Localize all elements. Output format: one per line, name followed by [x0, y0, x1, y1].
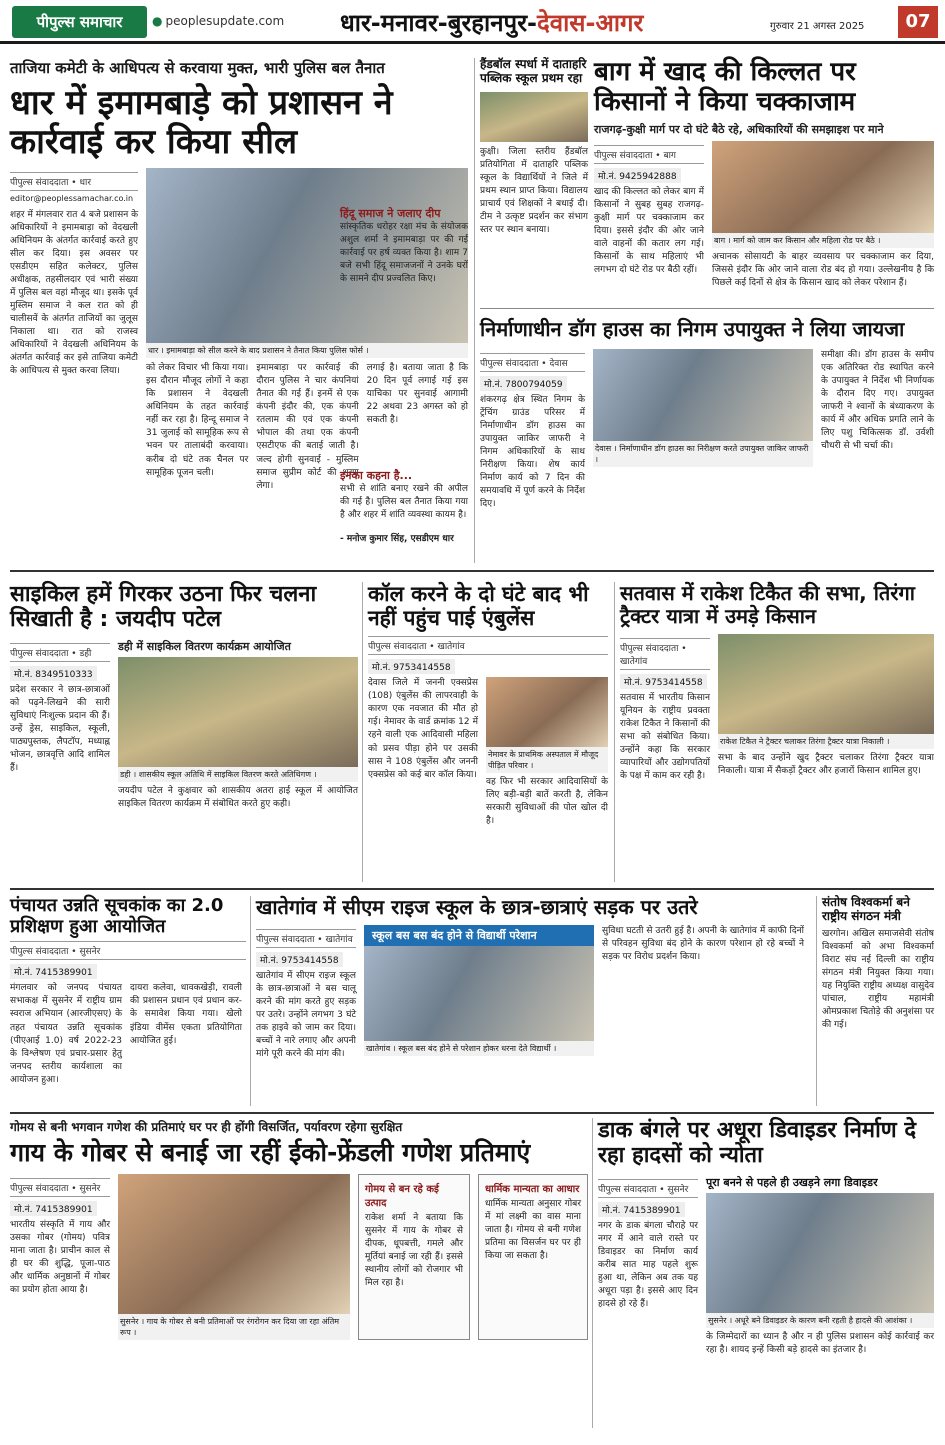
website-label: [152, 14, 284, 28]
cmrise-body-2: सुविधा घटती से उतरी हुई है। अपनी के खातेगांव में काफी दिनों से परिवहन सुविधा बंद होने के कारण परेशान हो रहे बच्चों ने सड़क पर विरोध प्रदर्शन किया।: [602, 926, 804, 963]
ambulance-mobile: मो.नं. 9753414558: [368, 659, 455, 674]
divider-byline: पीपुल्स संवाददाता • सुसनेर: [598, 1179, 698, 1198]
farmers-headline: बाग में खाद की किल्लत पर किसानों ने किया चक्काजाम: [594, 57, 856, 117]
farmers-mobile: मो.नं. 9425942888: [594, 168, 681, 183]
handball-body: कुक्षी। जिला स्तरीय हैंडबॉल प्रतियोगिता में दाताहरि पब्लिक स्कूल के विद्यार्थियों ने जिले में प्रथम स्थान प्राप्त किया। विद्यालय प्राचार्य एवं शिक्षकों ने बधाई दी। टीम ने उत्कृष्ट प्रदर्शन कर संभाग स्तर पर स्थान बनाया।: [480, 146, 588, 235]
cmrise-body: खातेगांव में सीएम राइज स्कूल के छात्र-छात्राओं ने बस चालू करने की मांग करते हुए सड़क पर उतरे। उन्होंने लगभग 3 घंटे तक हाइवे को जाम कर दिया। बच्चों ने नारे लगाए और अपनी मांगे पूरी करने की मांग की।: [256, 971, 356, 1060]
cmrise-photo-banner: स्कूल बस बस बंद होने से विद्यार्थी परेशान: [364, 925, 594, 946]
lead-byline: पीपुल्स संवाददाता • धार: [10, 172, 138, 191]
tikait-photo: [718, 634, 934, 734]
farmers-photo: [712, 141, 934, 233]
doghouse-body: शंकरगढ़ क्षेत्र स्थित निगम के ट्रेंचिंग ग्राउंड परिसर में निर्माणाधीन डॉग हाउस का उपायुक्त जाकिर जाफरी ने निगम अधिकारियों के साथ निरीक्षण किया। शेष कार्य निर्माण कार्य को 7 दिन की समयावधि में पूर्ण करने के निर्देश दिए।: [480, 395, 585, 510]
doghouse-article: [480, 318, 934, 563]
divider-body-2: के जिम्मेदारों का ध्यान है और न ही पुलिस प्रशासन कोई कार्रवाई कर रहा है। शायद इन्हें किसी बड़े हादसे का इंतजार है।: [706, 1331, 934, 1355]
tikait-byline: पीपुल्स संवाददाता • खातेगांव: [620, 638, 710, 670]
handball-headline: हैंडबॉल स्पर्धा में दाताहरि पब्लिक स्कूल प्रथम रहा: [480, 57, 587, 85]
column-divider: [816, 896, 817, 1106]
doghouse-mobile: मो.नं. 7800794059: [480, 376, 567, 391]
panchayat-headline: पंचायत उन्नति सूचकांक का 2.0 प्रशिक्षण हुआ आयोजित: [10, 895, 224, 937]
section-divider: [480, 308, 934, 309]
santosh-article: [822, 896, 934, 1106]
lead-body-1: शहर में मंगलवार रात 4 बजे प्रशासन के अधिकारियों ने इमामबाड़ा को वेदखली अधिनियम के अंतर्गत कार्रवाई करते हुए सील कर दिया। इस अवसर पर एसडीएम सहित कलेक्टर, पुलिस अधीक्षक, तहसीलदार एवं भारी संख्या में पुलिस बल वहां मौजूद था। इसके पूर्व मुस्लिम समाज ने कल रात को ही चालीसवें के अंतर्गत ताजियों का जुलूस निकाला था। रात को राजस्व अधिकारियों ने वेदखली अधिनियम के अंतर्गत कार्रवाई कर इसे ताजिया कमेटी के आधिपत्य से मुक्त करवा लिया।: [10, 209, 138, 377]
cycle-headline: साइकिल हमें गिरकर उठना फिर चलना सिखाती है : जयदीप पटेल: [10, 582, 317, 633]
cycle-byline: पीपुल्स संवाददाता • डही: [10, 643, 110, 662]
column-divider: [362, 582, 363, 882]
santosh-body: खरगोन। अखिल समाजसेवी संतोष विश्वकर्मा को अभा विश्वकर्मा विराट संघ नई दिल्ली का राष्ट्रीय संगठन मंत्री नियुक्त किया गया। यह नियुक्ति राष्ट्रीय अध्यक्ष वासुदेव पांचाल, राष्ट्रीय महामंत्री ओमप्रकाश चितोड़े की अनुशंसा पर की गई।: [822, 928, 934, 1030]
column-divider: [614, 582, 615, 882]
ganesh-box-belief-body: धार्मिक मान्यता अनुसार गोबर में मां लक्ष्मी का वास माना जाता है। गोमय से बनी गणेश प्रतिमा का विसर्जन घर पर ही किया जा सकता है।: [485, 1198, 581, 1261]
doghouse-photo-caption: देवास । निर्माणाधीन डॉग हाउस का निरीक्षण करते उपायुक्त जाकिर जाफरी ।: [593, 441, 813, 467]
ganesh-box-products-body: राकेश शर्मा ने बताया कि सुसनेर में गाय के गोबर से दीपक, धूपबत्ती, गमले और मूर्तियां बनाई जा रही हैं। इससे स्थानीय लोगों को रोजगार भी मिल रहा है।: [365, 1212, 463, 1288]
ganesh-mobile: मो.नं. 7415389901: [10, 1201, 97, 1216]
tikait-mobile: मो.नं. 9753414558: [620, 674, 707, 689]
cmrise-headline: खातेगांव में सीएम राइज स्कूल के छात्र-छात्राएं सड़क पर उतरे: [256, 895, 698, 919]
handball-photo: [480, 92, 588, 142]
cmrise-byline: पीपुल्स संवाददाता • खातेगांव: [256, 929, 356, 948]
ambulance-article: [368, 582, 608, 882]
lead-email: editor@peoplessamachar.co.in: [10, 194, 134, 204]
edition-highlight: देवास-आगर: [536, 9, 644, 37]
ganesh-photo: [118, 1174, 350, 1314]
ganesh-box-belief-title: धार्मिक मान्यता का आधार: [485, 1183, 580, 1195]
ganesh-box-belief: [478, 1174, 588, 1340]
tikait-photo-caption: राकेश टिकैत ने ट्रैक्टर चलाकर तिरंगा ट्रैक्टर यात्रा निकाली ।: [718, 734, 934, 749]
cycle-mobile: मो.नं. 8349510333: [10, 666, 97, 681]
cycle-body: प्रदेश सरकार ने छात्र-छात्राओं को पढ़ने-लिखने की सारी सुविधाएं निःशुल्क प्रदान की हैं। उन्हें ड्रेस, साइकिल, स्कूली, पाठ्यपुस्तक, लैपटॉप, मध्याह्न भोजन, छात्रवृत्ति आदि शामिल हैं।: [10, 684, 110, 773]
column-divider: [250, 896, 251, 1106]
ambulance-photo: [486, 677, 608, 747]
divider-body: नगर के डाक बंगला चौराहे पर नगर में आने वाले रास्ते पर डिवाइडर का निर्माण कार्य करीब सात माह पहले शुरू हुआ था, लेकिन अब तक यह अधूरा पड़ा है। इससे आए दिन हादसे हो रहे हैं।: [598, 1220, 698, 1309]
ambulance-body-2: वह फिर भी सरकार आदिवासियों के लिए बड़ी-बड़ी बातें करती है, लेकिन सरकारी सुविधाओं की पोल खोल दी है।: [486, 777, 608, 827]
tikait-body: सतवास में भारतीय किसान यूनियन के राष्ट्रीय प्रवक्ता राकेश टिकैत ने किसानों की सभा को संबोधित किया। उन्होंने कहा कि सरकार व्यापारियों और उद्योगपतियों के पक्ष में काम कर रही है।: [620, 693, 710, 782]
lead-quote-body: सभी से शांति बनाए रखने की अपील की गई है। पुलिस बल तैनात किया गया है और शहर में शांति व्यवस्था कायम है।: [340, 484, 468, 521]
edition-title: [340, 6, 643, 39]
tikait-article: [620, 582, 934, 882]
panchayat-body: मंगलवार को जनपद पंचायत सभाकक्ष में सुसनेर में राष्ट्रीय ग्राम स्वराज अभियान (आरजीएसए) के तहत पंचायत उन्नति सूचकांक (पीएआई 1.0) वर्ष 2022-23 के विश्लेषण एवं प्रचार-प्रसार हेतु जनपद स्तरीय कार्यशाला का आयोजन हुआ।: [10, 983, 122, 1085]
cmrise-photo: [364, 946, 594, 1041]
doghouse-byline: पीपुल्स संवाददाता • देवास: [480, 353, 585, 372]
doghouse-headline: निर्माणाधीन डॉग हाउस का निगम उपायुक्त ने लिया जायजा: [480, 317, 905, 341]
cmrise-article: [256, 896, 812, 1106]
farmers-byline: पीपुल्स संवाददाता • बाग: [594, 145, 704, 164]
lead-side-title: हिंदू समाज ने जलाए दीप: [340, 207, 441, 220]
lead-kicker: ताजिया कमेटी के आधिपत्य से करवाया मुक्त, भारी पुलिस बल तैनात: [10, 59, 385, 77]
cmrise-mobile: मो.नं. 9753414558: [256, 952, 343, 967]
tikait-body-2: सभा के बाद उन्होंने खुद ट्रैक्टर चलाकर तिरंगा ट्रैक्टर यात्रा निकाली। यात्रा में सैकड़ों ट्रैक्टर और हजारों किसान शामिल हुए।: [718, 753, 934, 777]
page-number: 07: [898, 6, 938, 38]
lead-article: [10, 58, 468, 563]
doghouse-body-2: समीक्षा की। डॉग हाउस के समीप एक अतिरिक्त रोड स्थापित करने के उपायुक्त ने निर्देश भी निर्णायक के दौरान दिए गए। उपायुक्त जाफरी ने श्वानों के बंध्याकरण के कार्य में और अधिक प्रगति लाने के लिए पशु चिकित्सक डॉ. उर्वशी चौधरी से भी चर्चा की।: [821, 350, 934, 452]
tikait-headline: सतवास में राकेश टिकैत की सभा, तिरंगा ट्रैक्टर यात्रा में उमड़े किसान: [620, 581, 915, 628]
panchayat-article: [10, 896, 246, 1106]
ganesh-box-products: [358, 1174, 470, 1340]
divider-headline: डाक बंगले पर अधूरा डिवाइडर निर्माण दे रहा हादसों को न्योता: [598, 1118, 917, 1169]
ganesh-article: [10, 1118, 588, 1428]
globe-icon: ●: [152, 14, 163, 28]
divider-photo-title: पूरा बनने से पहले ही उखड़ने लगा डिवाइडर: [706, 1175, 878, 1189]
lead-headline: धार में इमामबाड़े को प्रशासन ने कार्रवाई कर किया सील: [10, 83, 393, 163]
ganesh-box-products-title: गोमय से बन रहे कई उत्पाद: [365, 1183, 439, 1209]
farmers-subhead: राजगढ़-कुक्षी मार्ग पर दो घंटे बैठे रहे, अधिकारियों की समझाइश पर माने: [594, 122, 884, 136]
santosh-headline: संतोष विश्वकर्मा बने राष्ट्रीय संगठन मंत्री: [822, 895, 910, 923]
divider-article: [598, 1118, 934, 1428]
ganesh-body: भारतीय संस्कृति में गाय और उसका गोबर (गोमय) पवित्र माना जाता है। प्राचीन काल से ही घर की शुद्धि, पूजा-पाठ और धार्मिक अनुष्ठानों में गोबर का प्रयोग होता आया है।: [10, 1219, 110, 1295]
lead-quote-byline: - मनोज कुमार सिंह, एसडीएम धार: [340, 534, 454, 544]
ambulance-body: देवास जिले में जननी एक्सप्रेस (108) एंबुलेंस की लापरवाही के कारण एक नवजात की मौत हो गई। नेमावर के वार्ड क्रमांक 12 में रहने वाली एक आदिवासी महिला को प्रसव पीड़ा होने पर उसकी सास ने 108 एंबुलेंस और जननी एक्सप्रेस को कई बार कॉल किया।: [368, 678, 478, 780]
ganesh-headline: गाय के गोबर से बनाई जा रहीं ईको-फ्रेंडली गणेश प्रतिमाएं: [10, 1138, 531, 1167]
ganesh-byline: पीपुल्स संवाददाता • सुसनेर: [10, 1178, 110, 1197]
panchayat-body-2: दायरा कलेवा, धावकखेड़ी, रावली की प्रशासन प्रधान एवं प्रधान कर-के समावेश किया गया। खेलो इंडिया वीमेंस एकता प्रतियोगिता आयोजित हुई।: [130, 983, 242, 1046]
masthead: [0, 0, 945, 44]
lead-quote-title: इनका कहना है...: [340, 469, 413, 482]
ganesh-photo-caption: सुसनेर । गाय के गोबर से बनी प्रतिमाओं पर रंगरोगन कर दिया जा रहा अंतिम रूप ।: [118, 1314, 350, 1340]
farmers-body-2: अचानक सोसायटी के बाहर व्यवसाय पर चक्काजाम कर दिया, जिससे इंदौर कि ओर जाने वाला रोड बंद हो गया। उल्लेखनीय है कि पिछले कई दिनों से क्षेत्र के किसान खाद को लेकर परेशान हैं।: [712, 251, 934, 288]
ambulance-byline: पीपुल्स संवाददाता • खातेगांव: [368, 636, 608, 655]
edition-prefix: धार-मनावर-बुरहानपुर-: [340, 9, 537, 37]
divider-photo: [706, 1193, 934, 1313]
cycle-article: [10, 582, 358, 882]
dateline: गुरुवार 21 अगस्त 2025: [770, 21, 865, 32]
doghouse-photo: [593, 349, 813, 441]
ambulance-headline: कॉल करने के दो घंटे बाद भी नहीं पहुंच पाई एंबुलेंस: [368, 582, 589, 631]
cycle-photo: [118, 657, 358, 767]
section-divider: [10, 1112, 934, 1114]
brand-logo: पीपुल्स समाचार: [12, 6, 147, 38]
lead-body-3: इमामबाड़ा पर कार्रवाई की दौरान पुलिस ने चार कंपनियां तैनात की गई हैं। इनमें से एक कंपनी इंदौर की, एक कंपनी रतलाम की एवं एक कंपनी भोपाल की तथा एक कंपनी एसटीएफ की बताई जाती है। जल्द होगी सुनवाई - मुस्लिम समाज सुप्रीम कोर्ट की शरण लेगा।: [256, 363, 359, 491]
cycle-body-2: जयदीप पटेल ने कुक्षवार को शासकीय अतरा हाई स्कूल में आयोजित साइकिल वितरण कार्यक्रम में संबोधित करते हुए कही।: [118, 785, 358, 809]
farmers-article: [594, 58, 934, 303]
farmers-body: खाद की किल्लत को लेकर बाग में किसानों ने सुबह सुबह राजगढ़-कुक्षी मार्ग पर चक्काजाम कर दिया। इससे इंदौर की ओर जाने वाले वाहनों की कतार लग गई। किसानों के साथ महिलाएं भी लगभग दो घंटे रोड पर बैठी रहीं।: [594, 186, 704, 276]
lead-photo-caption: धार । इमामबाड़ा को सील करने के बाद प्रशासन ने तैनात किया पुलिस फोर्स ।: [146, 343, 468, 358]
column-divider: [592, 1118, 593, 1428]
panchayat-mobile: मो.नं. 7415389901: [10, 964, 97, 979]
divider-mobile: मो.नं. 7415389901: [598, 1202, 685, 1217]
cmrise-photo-caption: खातेगांव । स्कूल बस बंद होने से परेशान होकर धरना देते विद्यार्थी ।: [364, 1041, 594, 1056]
cycle-photo-caption: डही । शासकीय स्कूल अतिथि में साइकिल वितरण करते अतिथिगण ।: [118, 767, 358, 782]
farmers-photo-caption: बाग । मार्ग को जाम कर किसान और महिला रोड पर बैठे ।: [712, 233, 934, 248]
column-divider: [474, 58, 475, 563]
website-url: peoplesupdate.com: [165, 14, 285, 28]
section-divider: [10, 888, 934, 890]
cycle-subhead: डही में साइकिल वितरण कार्यक्रम आयोजित: [118, 639, 291, 653]
lead-body-2: को लेकर विचार भी किया गया। इस दौरान मौजूद लोगों ने कहा कि प्रशासन ने वेदखली अधिनियम के तहत कार्रवाई नहीं कर रहा है। हिन्दू समाज ने 31 जुलाई को सामूहिक रूप से भवन पर तालाबंदी करवाया। करीब दो घंटे तक चैनल पर सामूहिक पूजन चली।: [146, 363, 249, 478]
panchayat-byline: पीपुल्स संवाददाता • सुसनेर: [10, 941, 246, 960]
lead-side-body: सांस्कृतिक धरोहर रक्षा मंच के संयोजक अशुल शर्मा ने इमामबाड़ा पर की गई कार्रवाई पर हर्ष व्यक्त किया है। शाम 7 बजे सभी हिंदू समाजजनों ने उनके घरों के सामने दीप प्रज्वलित किए।: [340, 222, 468, 285]
section-divider: [10, 570, 934, 572]
ambulance-photo-caption: नेमावर के प्राथमिक अस्पताल में मौजूद पीड़ित परिवार ।: [486, 747, 608, 773]
divider-photo-caption: सुसनेर । अधूरे बने डिवाइडर के कारण बनी रहती है हादसे की आशंका ।: [706, 1313, 934, 1328]
lead-body-4: लगाई है। बताया जाता है कि 20 दिन पूर्व लगाई गई इस याचिका पर सुनवाई आगामी 22 अथवा 23 अगस्त को हो सकती है।: [366, 363, 468, 426]
ganesh-kicker: गोमय से बनी भगवान गणेश की प्रतिमाएं घर पर ही होंगी विसर्जित, पर्यावरण रहेगा सुरक्षित: [10, 1120, 403, 1134]
